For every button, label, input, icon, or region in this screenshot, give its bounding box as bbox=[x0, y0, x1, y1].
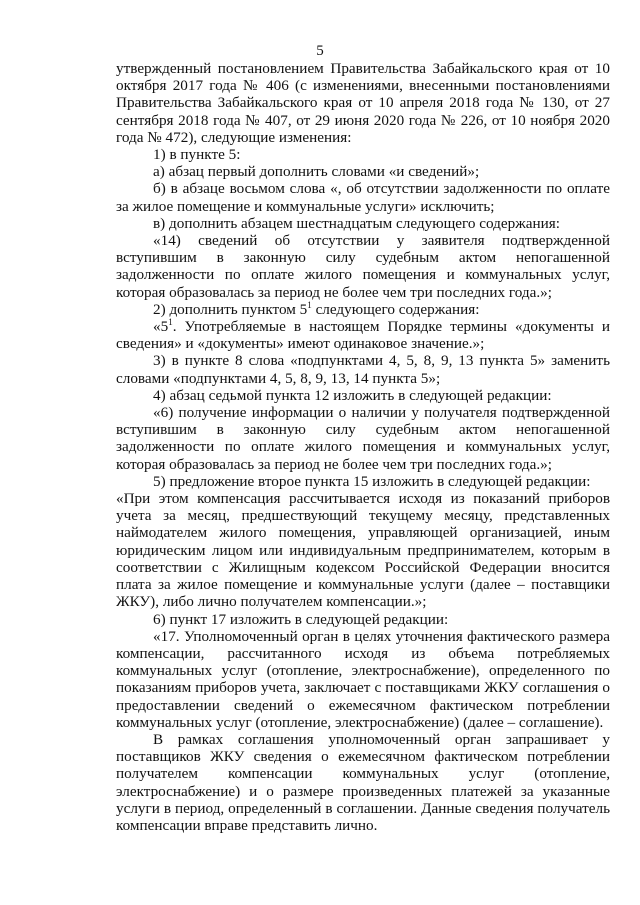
document-body bbox=[116, 60, 610, 834]
paragraph-item-4 bbox=[116, 387, 610, 404]
paragraph-item-6 bbox=[116, 611, 610, 628]
paragraph-text: 4) абзац седьмой пункта 12 изложить в следующей редакции: bbox=[153, 386, 552, 404]
paragraph-item-3 bbox=[116, 352, 610, 386]
paragraph-text: в) дополнить абзацем шестнадцатым следующего содержания: bbox=[153, 214, 560, 232]
paragraph-text: 6) пункт 17 изложить в следующей редакции: bbox=[153, 610, 449, 628]
paragraph-quote-6 bbox=[116, 404, 610, 473]
paragraph-item-1 bbox=[116, 146, 610, 163]
paragraph-item-1b bbox=[116, 180, 610, 214]
paragraph-text: «При этом компенсация рассчитывается исходя из показаний приборов учета за месяц, предшествующий текущему месяцу, представленных наймодателем жилого помещения, управляющей организацией, иным юридическим лицом или индивидуальным предпринимателем, которым в соответствии с Жилищным кодексом Российской Федерации вносится плата за жилое помещение и коммунальные услуги (далее – поставщики ЖКУ), либо лично получателем компенсации.»; bbox=[116, 490, 610, 611]
paragraph-quote-17 bbox=[116, 628, 610, 731]
paragraph-text: . Употребляемые в настоящем Порядке термины «документы и сведения» и «документы» имеют одинаковое значение.»; bbox=[116, 318, 610, 353]
superscript: 1 bbox=[307, 299, 312, 310]
paragraph-text: утвержденный постановлением Правительства Забайкальского края от 10 октября 2017 года № 406 (с изменениями, внесенными постановлениями Правительства Забайкальского края от 10 апреля 2018 года № 130, от 27 сентября 2018 года № 407, от 29 июня 2020 года № 226, от 10 ноября 2020 года № 472), следующие изменения: bbox=[116, 60, 610, 146]
paragraph-text: 1) в пункте 5: bbox=[153, 146, 241, 164]
paragraph-text: «5 bbox=[153, 318, 169, 336]
paragraph-text: следующего содержания: bbox=[311, 300, 480, 318]
paragraph-text: «6) получение информации о наличии у получателя подтвержденной вступившим в законную силу судебным актом непогашенной задолженности по оплате жилого помещения и коммунальных услуг, которая образовалась за период не более чем три последних года.»; bbox=[116, 404, 610, 473]
paragraph-agreement bbox=[116, 731, 610, 834]
paragraph-text: 5) предложение второе пункта 15 изложить в следующей редакции: bbox=[153, 472, 591, 490]
paragraph-intro bbox=[116, 60, 610, 146]
paragraph-text: «14) сведений об отсутствии у заявителя подтвержденной вступившим в законную силу судебным актом непогашенной задолженности по оплате жилого помещения и коммунальных услуг, которая образовалась за период не более чем три последних года.»; bbox=[116, 232, 610, 301]
paragraph-quote-compensation bbox=[116, 490, 610, 610]
paragraph-text: 2) дополнить пунктом 5 bbox=[153, 300, 308, 318]
page-number: 5 bbox=[316, 43, 324, 59]
paragraph-text: б) в абзаце восьмом слова «, об отсутствии задолженности по оплате за жилое помещение и коммунальные услуги» исключить; bbox=[116, 180, 610, 215]
paragraph-text: 3) в пункте 8 слова «подпунктами 4, 5, 8, 9, 13 пункта 5» заменить словами «подпунктами 4, 5, 8, 9, 13, 14 пункта 5»; bbox=[116, 352, 610, 387]
paragraph-text: В рамках соглашения уполномоченный орган запрашивает у поставщиков ЖКУ сведения о ежемесячном фактическом потреблении получателем компенсации коммунальных услуг (отопление, электроснабжение) и о размере произведенных платежей за указанные услуги в период, определенный в соглашении. Данные сведения получатель компенсации вправе представить лично. bbox=[116, 730, 610, 834]
paragraph-item-1a bbox=[116, 163, 610, 180]
paragraph-item-2 bbox=[116, 301, 610, 318]
paragraph-quote-5-1 bbox=[116, 318, 610, 352]
superscript: 1 bbox=[168, 317, 173, 328]
paragraph-item-1v bbox=[116, 215, 610, 232]
paragraph-quote-14 bbox=[116, 232, 610, 301]
paragraph-item-5 bbox=[116, 473, 610, 490]
paragraph-text: а) абзац первый дополнить словами «и сведений»; bbox=[153, 163, 480, 181]
paragraph-text: «17. Уполномоченный орган в целях уточнения фактического размера компенсации, рассчитанного исходя из объема потребляемых коммунальных услуг (отопление, электроснабжение), определенного по показаниям приборов учета, заключает с поставщиками ЖКУ соглашения о предоставлении сведений о ежемесячном фактическом потреблении коммунальных услуг (отопление, электроснабжение) (далее – соглашение). bbox=[116, 627, 610, 731]
